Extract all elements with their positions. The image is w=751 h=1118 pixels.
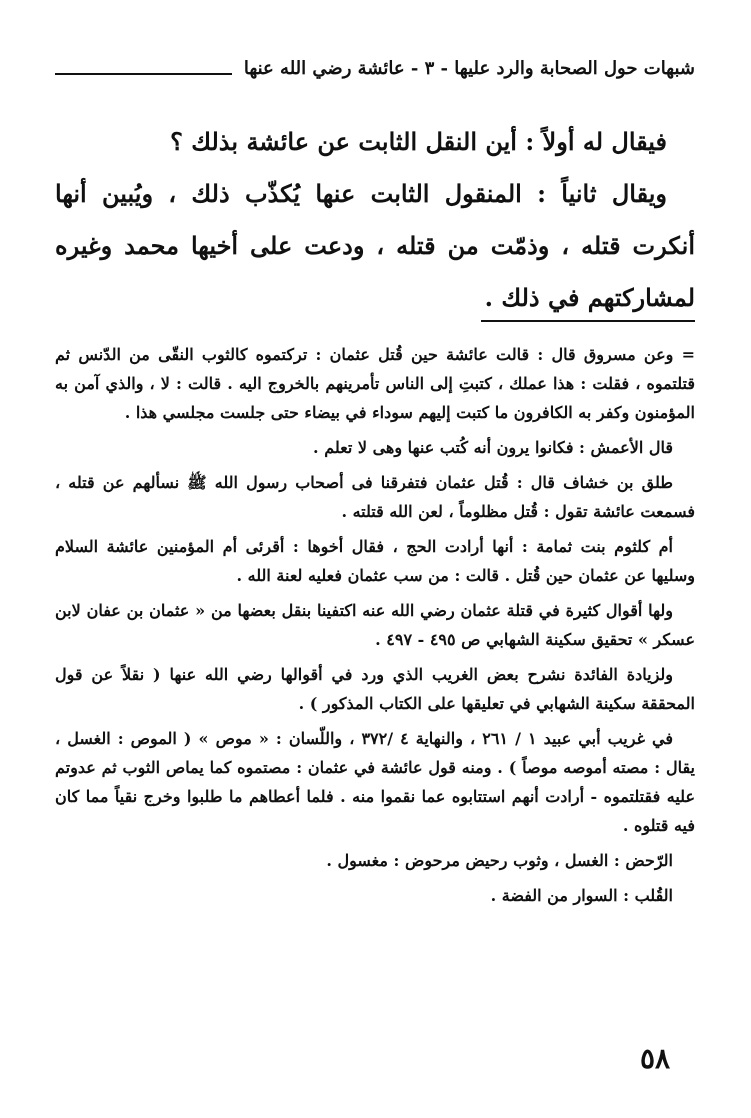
main-text bbox=[55, 116, 695, 324]
footnote-paragraph: طلق بن خشاف قال : قُتل عثمان فتفرقنا فى أصحاب رسول الله ﷺ نسألهم عن قتله ، فسمعت عائشة تقول : قُتل مظلوماً ، لعن الله قتلته . bbox=[55, 473, 695, 521]
footnote-paragraph: الرّحض : الغسل ، وثوب رحيض مرحوض : مغسول . bbox=[326, 851, 673, 870]
body-paragraph: ويقال ثانياً : المنقول الثابت عنها يُكذّب ذلك ، ويُبين أنها أنكرت قتله ، وذمّت من قتله ، ودعت على أخيها محمد وغيره لمشاركتهم في ذلك . bbox=[55, 179, 695, 312]
footnote-paragraph: ولزيادة الفائدة نشرح بعض الغريب الذي ورد في أقوالها رضي الله عنها ( نقلاً عن قول المحققة سكينة الشهابي في تعليقها على الكتاب المذكور ) . bbox=[55, 665, 695, 713]
footnotes bbox=[55, 340, 695, 916]
footnote-paragraph: ولها أقوال كثيرة في قتلة عثمان رضي الله عنه اكتفينا بنقل بعضها من « عثمان بن عفان لابن عسكر » تحقيق سكينة الشهابي ص ٤٩٥ - ٤٩٧ . bbox=[55, 601, 695, 649]
footnote-paragraph: القُلب : السوار من الفضة . bbox=[490, 886, 673, 905]
page-number: ٥٨ bbox=[640, 1042, 671, 1075]
footnote-paragraph: = وعن مسروق قال : قالت عائشة حين قُتل عثمان : تركتموه كالثوب النقّى من الدّنس ثم قتلتموه ، فقلت : هذا عملك ، كتبتِ إلى الناس تأمرينهم بالخروج اليه . قالت : لا ، والذي آمن به المؤمنون وكفر به الكافرون ما كتبت إليهم سوداء في بيضاء حتى جلست مجلسي هذا . bbox=[55, 345, 695, 422]
running-title: شبهات حول الصحابة والرد عليها - ٣ - عائشة رضي الله عنها bbox=[243, 58, 695, 79]
footnote-paragraph: في غريب أبي عبيد ١ / ٢٦١ ، والنهاية ٤ /٣٧٢ ، واللّسان : « موص » ( الموص : الغسل ، يقال : مصته أموصه موصاً ) . ومنه قول عائشة في عثمان : مصتموه كما يماص الثوب ثم عدوتم عليه فقتلتموه - أرادت أنهم استتابوه عما نقموا منه . فلما أعطاهم ما طلبوا وخرج نقياً مما كان فيه قتلوه . bbox=[55, 729, 695, 835]
header-rule bbox=[55, 73, 232, 75]
running-header bbox=[55, 58, 695, 79]
footnote-paragraph: قال الأعمش : فكانوا يرون أنه كُتب عنها وهى لا تعلم . bbox=[313, 438, 673, 457]
footnote-separator bbox=[481, 320, 695, 322]
body-paragraph: فيقال له أولاً : أين النقل الثابت عن عائشة بذلك ؟ bbox=[170, 127, 667, 156]
footnote-paragraph: أم كلثوم بنت ثمامة : أنها أرادت الحج ، فقال أخوها : أقرئى أم المؤمنين عائشة السلام وسليها عن عثمان حين قُتل . قالت : من سب عثمان فعليه لعنة الله . bbox=[55, 537, 695, 585]
